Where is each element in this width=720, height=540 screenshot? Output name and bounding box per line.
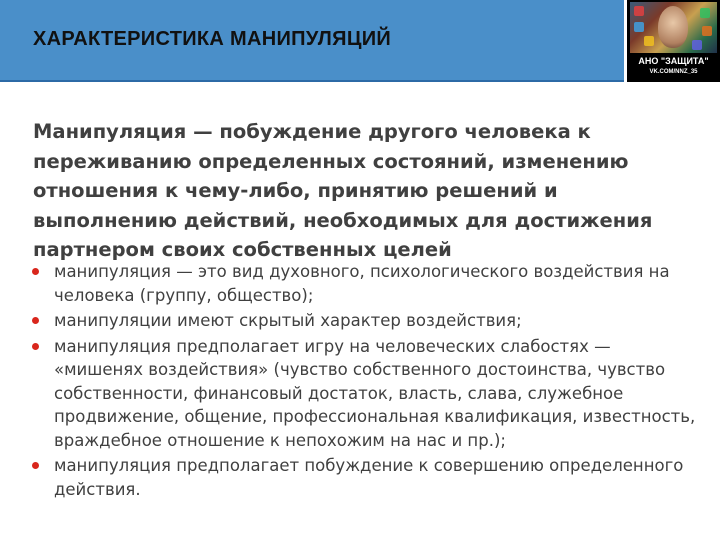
- bullet-dot-icon: [32, 317, 39, 324]
- logo-link-text: VK.COM/NNZ_35: [649, 69, 698, 75]
- logo-tile: [702, 26, 712, 36]
- list-item: [30, 454, 700, 501]
- logo-tile: [700, 8, 710, 18]
- list-item: [30, 309, 700, 333]
- logo-photo: [630, 2, 717, 53]
- definition-text: Манипуляция — побуждение другого человека к переживанию определенных состояний, изменению отношения к чему-либо, принятию решений и выполнению действий, необходимых для достижения партнером своих собственных целей: [33, 120, 653, 261]
- logo-tile: [634, 6, 644, 16]
- bullet-dot-icon: [32, 268, 39, 275]
- list-item: [30, 335, 700, 453]
- slide-title: ХАРАКТЕРИСТИКА МАНИПУЛЯЦИЙ: [33, 28, 392, 50]
- logo-tile: [634, 22, 644, 32]
- logo-tile: [692, 40, 702, 50]
- bullet-list: [30, 260, 700, 503]
- logo-face: [658, 6, 688, 48]
- bullet-dot-icon: [32, 462, 39, 469]
- logo-organization-name: АНО "ЗАЩИТА": [638, 56, 709, 66]
- logo-tile: [644, 36, 654, 46]
- organization-logo: [627, 0, 720, 82]
- list-item-text: манипуляция предполагает игру на человеческих слабостях — «мишенях воздействия» (чувство собственного достоинства, чувство собственности, финансовый достаток, власть, слава, служебное продвижение, общение, профессиональная квалификация, известность, враждебное отношение к непохожим на нас и пр.);: [54, 336, 696, 450]
- list-item: [30, 260, 700, 307]
- bullet-dot-icon: [32, 343, 39, 350]
- list-item-text: манипуляции имеют скрытый характер воздействия;: [54, 311, 522, 330]
- title-banner: [0, 0, 624, 82]
- list-item-text: манипуляция предполагает побуждение к совершению определенного действия.: [54, 456, 684, 499]
- list-item-text: манипуляция — это вид духовного, психологического воздействия на человека (группу, общество);: [54, 262, 670, 305]
